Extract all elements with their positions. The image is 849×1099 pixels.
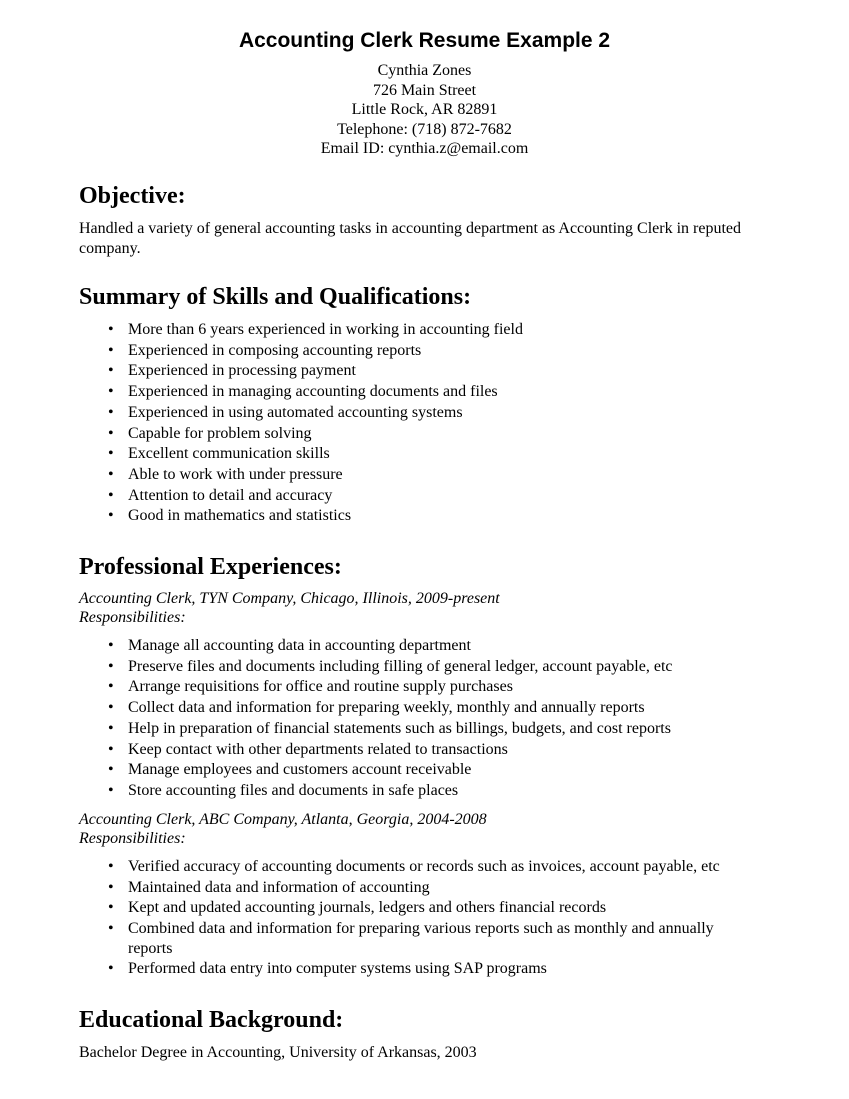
list-item: • Keep contact with other departments related to transactions — [79, 740, 759, 761]
list-item: • Attention to detail and accuracy — [79, 486, 759, 507]
experience-heading: Professional Experiences: — [79, 554, 342, 580]
responsibilities-label-1: Responsibilities: — [79, 609, 186, 626]
job-2-responsibilities — [79, 857, 759, 980]
list-item: • Experienced in using automated accounting systems — [79, 403, 759, 424]
list-item: • Store accounting files and documents in safe places — [79, 781, 759, 802]
job-title-1: Accounting Clerk, TYN Company, Chicago, Illinois, 2009-present — [79, 590, 500, 607]
list-item: • Arrange requisitions for office and routine supply purchases — [79, 677, 759, 698]
skills-list — [79, 320, 759, 527]
list-item: • Experienced in composing accounting reports — [79, 341, 759, 362]
job-1-responsibilities — [79, 636, 759, 802]
list-item: • Manage employees and customers account receivable — [79, 760, 759, 781]
list-item: • Maintained data and information of accounting — [79, 878, 759, 899]
list-item: • Collect data and information for preparing weekly, monthly and annually reports — [79, 698, 759, 719]
document-title: Accounting Clerk Resume Example 2 — [238, 29, 611, 52]
contact-name: Cynthia Zones — [377, 62, 472, 79]
list-item: • Verified accuracy of accounting documents or records such as invoices, account payable, etc — [79, 857, 759, 878]
list-item: • Kept and updated accounting journals, ledgers and others financial records — [79, 898, 759, 919]
list-item: • Experienced in managing accounting documents and files — [79, 382, 759, 403]
objective-text: Handled a variety of general accounting tasks in accounting department as Accounting Clerk in reputed company. — [79, 220, 741, 257]
list-item: • Capable for problem solving — [79, 424, 759, 445]
list-item: • Excellent communication skills — [79, 444, 759, 465]
list-item: • Performed data entry into computer systems using SAP programs — [79, 959, 759, 980]
objective-heading: Objective: — [79, 183, 186, 209]
list-item: • Manage all accounting data in accounting department — [79, 636, 759, 657]
list-item: • Able to work with under pressure — [79, 465, 759, 486]
list-item: • Combined data and information for preparing various reports such as monthly and annually reports — [79, 919, 759, 959]
list-item: • Good in mathematics and statistics — [79, 506, 759, 527]
list-item: • Preserve files and documents including filling of general ledger, account payable, etc — [79, 657, 759, 678]
list-item: • More than 6 years experienced in working in accounting field — [79, 320, 759, 341]
contact-email: Email ID: cynthia.z@email.com — [320, 140, 529, 157]
list-item: • Experienced in processing payment — [79, 361, 759, 382]
skills-heading: Summary of Skills and Qualifications: — [79, 284, 472, 310]
education-text: Bachelor Degree in Accounting, University of Arkansas, 2003 — [79, 1044, 477, 1061]
contact-block — [0, 61, 849, 159]
responsibilities-label-2: Responsibilities: — [79, 830, 186, 847]
job-title-2: Accounting Clerk, ABC Company, Atlanta, Georgia, 2004-2008 — [79, 811, 487, 828]
education-heading: Educational Background: — [79, 1007, 344, 1033]
list-item: • Help in preparation of financial statements such as billings, budgets, and cost reports — [79, 719, 759, 740]
contact-telephone: Telephone: (718) 872-7682 — [337, 120, 512, 138]
contact-street: 726 Main Street — [372, 81, 477, 99]
contact-city: Little Rock, AR 82891 — [351, 101, 498, 118]
